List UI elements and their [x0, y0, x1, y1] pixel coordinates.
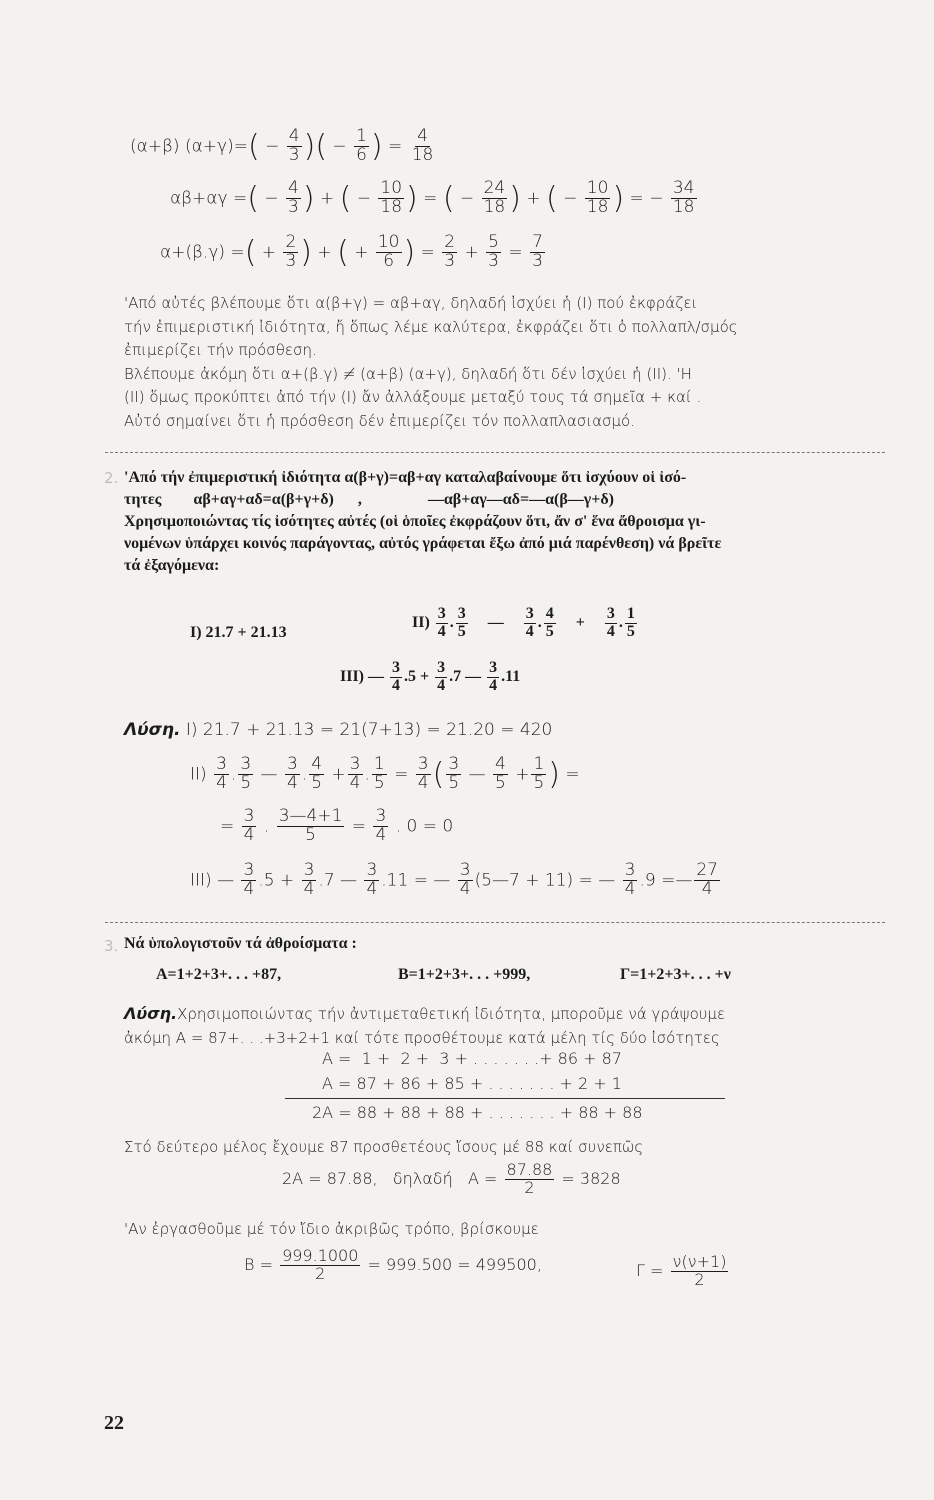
text-line: Βλέπουμε ἀκόμη ὅτι α+(β.γ) ≠ (α+β) (α+γ), δηλαδή ὅτι δέν ἰσχύει ἡ (ΙΙ). 'Η — [124, 364, 692, 383]
section2-statement — [124, 467, 721, 577]
section-number: 3. — [104, 937, 119, 955]
fraction-den: 4 — [459, 878, 471, 899]
text-line: ἀκόμη Α = 87+. . .+3+2+1 καί τότε προσθέτουμε κατά μέλη τίς δύο ἰσότητες — [124, 1029, 720, 1047]
label: ΙΙ) — [412, 613, 430, 631]
comma: , — [357, 491, 362, 508]
plus: + — [331, 764, 346, 785]
fraction-num: 4 — [288, 178, 299, 198]
fraction-num: 10 — [586, 178, 609, 198]
plus: + — [515, 764, 530, 785]
fraction-den: 4 — [437, 676, 446, 694]
fraction-num: ν(ν+1) — [672, 1252, 727, 1271]
fraction-den: 3 — [285, 250, 297, 271]
sum-A: Α=1+2+3+. . . +87, — [156, 966, 282, 983]
text-line — [124, 1002, 725, 1026]
fraction-num: 3 — [375, 806, 387, 826]
exercise-1: Ι) 21.7 + 21.13 — [190, 624, 287, 641]
fraction-den: 4 — [525, 622, 534, 640]
text-fragment: . 0 = 0 — [395, 816, 454, 837]
fraction-num: 10 — [380, 178, 403, 198]
fraction-num: 10 — [377, 232, 400, 252]
sum-G: Γ=1+2+3+. . . +ν — [620, 966, 731, 983]
fraction-den: 5 — [457, 622, 466, 640]
fraction-num: 3 — [303, 860, 315, 880]
fraction-num: 87.88 — [506, 1160, 553, 1179]
fraction-den: 5 — [448, 772, 460, 793]
fraction-den: 5 — [533, 772, 545, 793]
fraction-den: 3 — [288, 196, 299, 217]
fraction-num: 3 — [417, 754, 429, 774]
text-fragment: .11 = — — [381, 870, 451, 891]
solution-2: ΙΙ) $\frac{3}{4}$ . $\frac{3}{5}$ — $\frac{3}{4}$ . $\frac{4}{5}$ + $\frac{3}{4}$ . $\frac{1}{5}$ = $\frac{3}{4}$ ( $\frac{3}{5}$ — $\frac{4}{5}$ + $\frac{1}{5}$ ) = — [190, 754, 580, 793]
fraction-num: 3 — [525, 605, 534, 622]
eq1-lhs: (α+β) (α+γ)= — [130, 136, 248, 157]
fraction-num: 3 — [457, 605, 466, 622]
fraction-den: 2 — [694, 1269, 705, 1289]
fraction-den: 6 — [356, 144, 367, 165]
fraction-num: 1 — [533, 754, 545, 774]
solution-1 — [124, 720, 552, 740]
fraction-den: 4 — [437, 622, 446, 640]
fraction-num: 3 — [448, 754, 460, 774]
text-fragment: .11 — [501, 667, 521, 685]
identity-2: —αβ+αγ—αδ=—α(β—γ+δ) — [427, 491, 614, 508]
fraction-num: 4 — [545, 605, 554, 622]
fraction-den: 4 — [349, 772, 361, 793]
exercise-2: ΙΙ) $\frac{3}{4}$ . $\frac{3}{5}$ — $\frac{3}{4}$ . $\frac{4}{5}$ + $\frac{3}{4}$ . $\frac{1}{5}$ — [412, 605, 635, 640]
fraction-den: 3 — [444, 250, 456, 271]
text-line: τά ἐξαγόμενα: — [124, 557, 220, 574]
fraction-den: 6 — [383, 250, 395, 271]
text-line: Αὐτό σημαίνει ὅτι ἡ πρόσθεση δέν ἐπιμερίζει τόν πολλαπλασιασμό. — [124, 411, 635, 430]
text-line: (ΙΙ) ὅμως προκύπτει ἀπό τήν (Ι) ἄν ἀλλάξουμε μεταξύ τους τά σημεῖα + καί . — [124, 388, 702, 406]
fraction-num: 5 — [488, 232, 499, 252]
fraction-den: 4 — [489, 676, 498, 694]
solution-label: Λύση. — [124, 1004, 178, 1023]
fraction-den: 4 — [243, 824, 255, 845]
text-line: 'Αν ἐργασθοῦμε μέ τόν ἴδιο ἀκριβῶς τρόπο, βρίσκουμε — [124, 1220, 539, 1238]
minus: — — [487, 613, 504, 631]
fraction-num: 34 — [672, 178, 695, 198]
section-divider — [105, 922, 885, 923]
minus: — — [468, 764, 486, 785]
fraction-den: 3 — [488, 250, 499, 271]
solution-text: Ι) 21.7 + 21.13 = 21(7+13) = 21.20 = 420 — [185, 720, 553, 740]
text-fragment: Χρησιμοποιώντας τήν ἀντιμεταθετική ἰδιότητα, μποροῦμε νά γράψουμε — [177, 1005, 726, 1023]
fraction-den: 5 — [373, 772, 385, 793]
fraction-den: 18 — [380, 196, 403, 217]
fraction-num: 3 — [459, 860, 471, 880]
fraction-den: 4 — [366, 878, 378, 899]
text-fragment: Γ = — [636, 1260, 664, 1280]
fraction-den: 4 — [624, 878, 636, 899]
fraction-den: 4 — [606, 622, 615, 640]
page-number: 22 — [104, 1412, 124, 1434]
fraction-num: 4 — [417, 126, 428, 146]
label: ΙΙΙ) — — [340, 667, 385, 685]
section1-paragraph — [124, 292, 738, 433]
text-fragment: .9 =— — [639, 870, 693, 891]
eq2-lhs: αβ+αγ = — [170, 188, 248, 209]
text-line: 'Από αὐτές βλέπουμε ὅτι α(β+γ) = αβ+αγ, δηλαδή ἰσχύει ἡ (Ι) πού ἐκφράζει — [124, 294, 698, 312]
text-fragment: .5 + — [258, 870, 295, 891]
fraction-den: 5 — [494, 772, 506, 793]
fraction-num: 3 — [606, 605, 615, 622]
fraction-num: 27 — [696, 860, 718, 880]
equation-2: αβ+αγ =( − $\frac{4}{3}$ ) + ( − $\frac{10}{18}$ ) = ( − $\frac{24}{18}$ ) + ( − $\frac{10}{18}$ ) = − $\frac{34}{18}$ — [170, 178, 695, 217]
fraction-den: 5 — [545, 622, 554, 640]
fraction-den: 3 — [288, 144, 300, 165]
label: ΙΙΙ) — — [190, 870, 235, 891]
fraction-den: 4 — [303, 878, 315, 899]
sum-row-1: Α = 1 + 2 + 3 + . . . . . . .+ 86 + 87 — [322, 1049, 622, 1068]
fraction-den: 4 — [701, 878, 713, 899]
fraction-den: 18 — [411, 144, 434, 165]
plus: + — [575, 613, 585, 631]
fraction-num: 3 — [243, 806, 255, 826]
identity-1: αβ+αγ+αδ=α(β+γ+δ) — [193, 491, 334, 508]
eq3-lhs: α+(β.γ) = — [160, 242, 245, 263]
fraction-num: 999.1000 — [282, 1246, 359, 1265]
equation-3: α+(β.γ) =( + $\frac{2}{3}$ ) + ( + $\frac{10}{6}$ ) = $\frac{2}{3}$ + $\frac{5}{3}$ = $\frac{7}{3}$ — [160, 232, 543, 271]
fraction-den: 4 — [243, 878, 255, 899]
fraction-num: 3 — [489, 659, 498, 676]
fraction-num: 3 — [216, 754, 227, 774]
text-line: Στό δεύτερο μέλος ἔχουμε 87 προσθετέους ἴσους μέ 88 καί συνεπῶς — [124, 1138, 644, 1156]
identities-line — [124, 489, 721, 511]
fraction-den: 2 — [524, 1177, 535, 1197]
fraction-num: 3 — [349, 754, 361, 774]
text-line: ἐπιμερίζει τήν πρόσθεση. — [124, 341, 317, 359]
text-fragment: = 3828 — [561, 1168, 621, 1188]
text-fragment: .7 — — [318, 870, 358, 891]
fraction-den: 18 — [483, 196, 506, 217]
fraction-num: 1 — [626, 605, 635, 622]
fraction-den: 5 — [305, 824, 316, 845]
fraction-num: 3 — [240, 754, 252, 774]
sum-B: Β=1+2+3+. . . +999, — [398, 966, 531, 983]
fraction-num: 4 — [311, 754, 323, 774]
text-line: Χρησιμοποιώντας τίς ἰσότητες αὐτές (οἱ ὁποῖες ἐκφράζουν ὅτι, ἄν σ' ἕνα ἄθροισμα γι- — [124, 513, 706, 530]
sum-row-3: 2Α = 88 + 88 + 88 + . . . . . . . + 88 + 88 — [312, 1103, 643, 1122]
fraction-den: 4 — [392, 676, 401, 694]
text-line: νομένων ὑπάρχει κοινός παράγοντας, αὐτός γράφεται ἔξω ἀπό μιά παρένθεση) νά βρεῖτε — [124, 535, 722, 552]
fraction-num: 4 — [288, 126, 300, 146]
fraction-den: 4 — [286, 772, 298, 793]
exercise-3 — [340, 660, 520, 695]
fraction-num: 3 — [624, 860, 636, 880]
equation-1: (α+β) (α+γ)=( − $\frac{4}{3}$ )( − $\frac{1}{6}$ ) = $\frac{4}{18}$ — [130, 126, 434, 165]
fraction-num: 24 — [483, 178, 506, 198]
fraction-num: 1 — [356, 126, 367, 146]
fraction-den: 18 — [672, 196, 695, 217]
solution-2-continued: = $\frac{3}{4}$ . $\frac{3—4+1}{5}$ = $\frac{3}{4}$ . 0 = 0 — [220, 806, 454, 845]
text-fragment: = 999.500 = 499500, — [367, 1254, 542, 1274]
fraction-num: 3 — [366, 860, 378, 880]
section-divider — [105, 452, 885, 453]
section3-solution-intro — [124, 1002, 725, 1050]
equals: = — [220, 816, 235, 837]
fraction-den: 4 — [216, 772, 227, 793]
equation-G — [636, 1254, 730, 1289]
sum-row-2: Α = 87 + 86 + 85 + . . . . . . . + 2 + 1 — [322, 1074, 622, 1093]
fraction-num: 3 — [286, 754, 298, 774]
text-line: 'Από τήν ἐπιμεριστική ἰδιότητα α(β+γ)=αβ+αγ καταλαβαίνουμε ὅτι ἰσχύουν οἱ ἰσό- — [124, 469, 687, 486]
fraction-den: 4 — [375, 824, 387, 845]
fraction-den: 3 — [532, 250, 543, 271]
fraction-den: 2 — [315, 1263, 326, 1283]
equation-B — [244, 1248, 542, 1283]
text-fragment: Β = — [244, 1254, 273, 1274]
fraction-num: 2 — [444, 232, 456, 252]
fraction-num: 3—4+1 — [278, 806, 343, 826]
fraction-num: 7 — [532, 232, 543, 252]
fraction-num: 3 — [437, 605, 446, 622]
minus: — — [260, 764, 278, 785]
text-fragment: .7 — — [449, 667, 482, 685]
fraction-den: 4 — [417, 772, 429, 793]
solution-3 — [190, 862, 722, 899]
fraction-num: 3 — [243, 860, 255, 880]
fraction-num: 3 — [437, 659, 446, 676]
text-fragment: τητες — [124, 491, 162, 508]
section-number: 2. — [104, 469, 119, 487]
fraction-den: 5 — [240, 772, 252, 793]
solution-label: Λύση. — [124, 720, 181, 740]
fraction-num: 2 — [285, 232, 297, 252]
fraction-num: 1 — [373, 754, 385, 774]
fraction-den: 5 — [311, 772, 323, 793]
text-fragment: (5—7 + 11) = — — [474, 870, 616, 891]
fraction-den: 18 — [586, 196, 609, 217]
text-line: τήν ἐπιμεριστική ἰδιότητα, ἤ ὅπως λέμε καλύτερα, ἐκφράζει ὅτι ὁ πολλαπλ/σμός — [124, 317, 738, 336]
fraction-num: 4 — [494, 754, 506, 774]
text-fragment: 2Α = 87.88, δηλαδή Α = — [282, 1168, 498, 1188]
sum-rule — [285, 1098, 725, 1099]
fraction-den: 5 — [626, 622, 635, 640]
label: ΙΙ) — [190, 764, 207, 785]
equation-A — [282, 1162, 621, 1197]
text-fragment: .5 + — [404, 667, 430, 685]
section3-statement: Νά ὑπολογιστοῦν τά ἀθροίσματα : — [124, 935, 357, 952]
fraction-num: 3 — [392, 659, 401, 676]
